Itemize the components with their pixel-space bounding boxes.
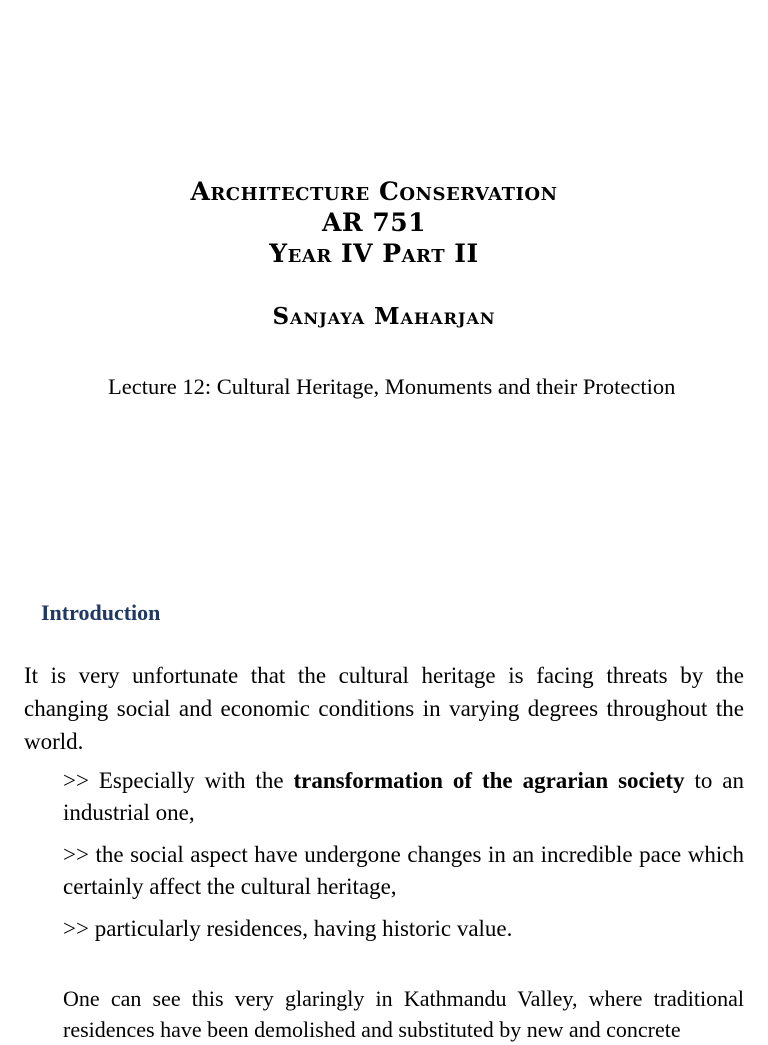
course-title: Architecture Conservation <box>190 177 558 206</box>
closing-paragraph: One can see this very glaringly in Kathmandu Valley, where traditional residences have been demolished and substituted by new and concrete <box>63 986 744 1042</box>
course-year: Year IV Part II <box>269 239 479 268</box>
bullet-list <box>63 765 744 955</box>
bullet-text: >> Especially with the <box>63 768 294 793</box>
document-title-block <box>0 176 748 269</box>
course-code: AR 751 <box>321 208 427 237</box>
lecture-title: Lecture 12: Cultural Heritage, Monuments and their Protection <box>108 374 676 399</box>
bullet-item: >> the social aspect have undergone changes in an incredible pace which certainly affect the cultural heritage, <box>63 842 744 899</box>
bullet-item <box>63 765 744 829</box>
bullet-emphasis: transformation of the agrarian society <box>293 768 685 793</box>
bullet-text: to an industrial one, <box>63 768 744 825</box>
section-heading-introduction: Introduction <box>41 600 161 625</box>
author-name: Sanjaya Maharjan <box>272 303 496 330</box>
bullet-item: >> particularly residences, having historic value. <box>63 916 513 941</box>
intro-paragraph: It is very unfortunate that the cultural heritage is facing threats by the changing social and economic conditions in varying degrees throughout the world. <box>24 663 744 754</box>
